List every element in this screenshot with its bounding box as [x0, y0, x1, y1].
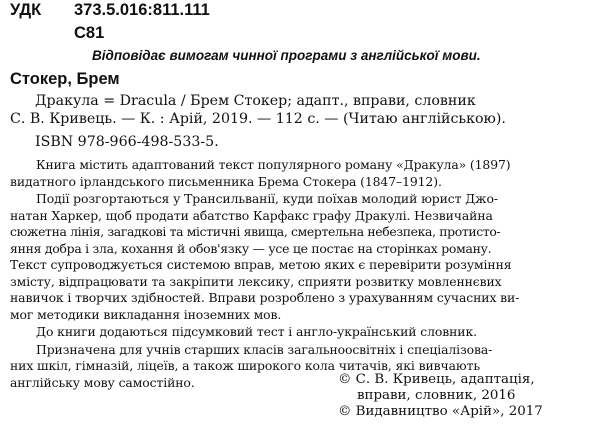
copyright-line: © Видавництво «Арій», 2017 [338, 404, 543, 419]
annotation-line: Події розгортаються у Трансильванії, куди поїхав молодий юрист Джо- [36, 191, 498, 206]
annotation-line: англійську мову самостійно. [10, 375, 195, 390]
annotation-line: Текст супроводжується системою вправ, метою яких є перевірити розуміння [10, 257, 512, 272]
annotation-line: змісту, відпрацювати та закріпити лексику, сприяти розвитку мовленнєвих [10, 274, 502, 289]
annotation-line: До книги додаються підсумковий тест і англо-український словник. [36, 324, 477, 339]
annotation-line: натан Харкер, щоб продати абатство Карфакс графу Дракулі. Незвичайна [10, 208, 493, 223]
annotation-line: Книга містить адаптований текст популярного роману «Дракула» (1897) [36, 157, 511, 172]
copyright-line: вправи, словник, 2016 [357, 388, 516, 403]
bibliographic-line: Дракула = Dracula / Брем Стокер; адапт., вправи, словник [35, 93, 476, 109]
bibliographic-line: С. В. Кривець. — К. : Арій, 2019. — 112 с. — (Читаю англійською). [10, 111, 506, 127]
udk-label: УДК [10, 1, 42, 19]
author-heading: Стокер, Брем [10, 70, 120, 88]
annotation-line: Призначена для учнів старших класів загальноосвітніх і спеціалізова- [36, 342, 493, 357]
copyright-line: © С. В. Кривець, адаптація, [338, 372, 535, 387]
annotation-line: мог методики викладання іноземних мов. [10, 307, 282, 322]
approval-note: Відповідає вимогам чинної програми з англійської мови. [92, 48, 481, 63]
annotation-line: яння добра і зла, кохання й обов'язку — усе це постає на сторінках роману. [10, 241, 492, 256]
annotation-line: видатного ірландського письменника Брема Стокера (1847–1912). [10, 174, 442, 189]
annotation-line: них шкіл, гімназій, ліцеїв, а також широкого кола читачів, які вивчають [10, 358, 480, 373]
annotation-line: навичок і творчих здібностей. Вправи розроблено з урахуванням сучасних ви- [10, 290, 520, 305]
annotation-line: сюжетна лінія, загадкові та містичні явища, смертельна небезпека, протисто- [10, 224, 501, 239]
author-mark: С81 [74, 24, 105, 42]
udk-code: 373.5.016:811.111 [74, 1, 210, 19]
isbn: ISBN 978-966-498-533-5. [35, 134, 219, 150]
